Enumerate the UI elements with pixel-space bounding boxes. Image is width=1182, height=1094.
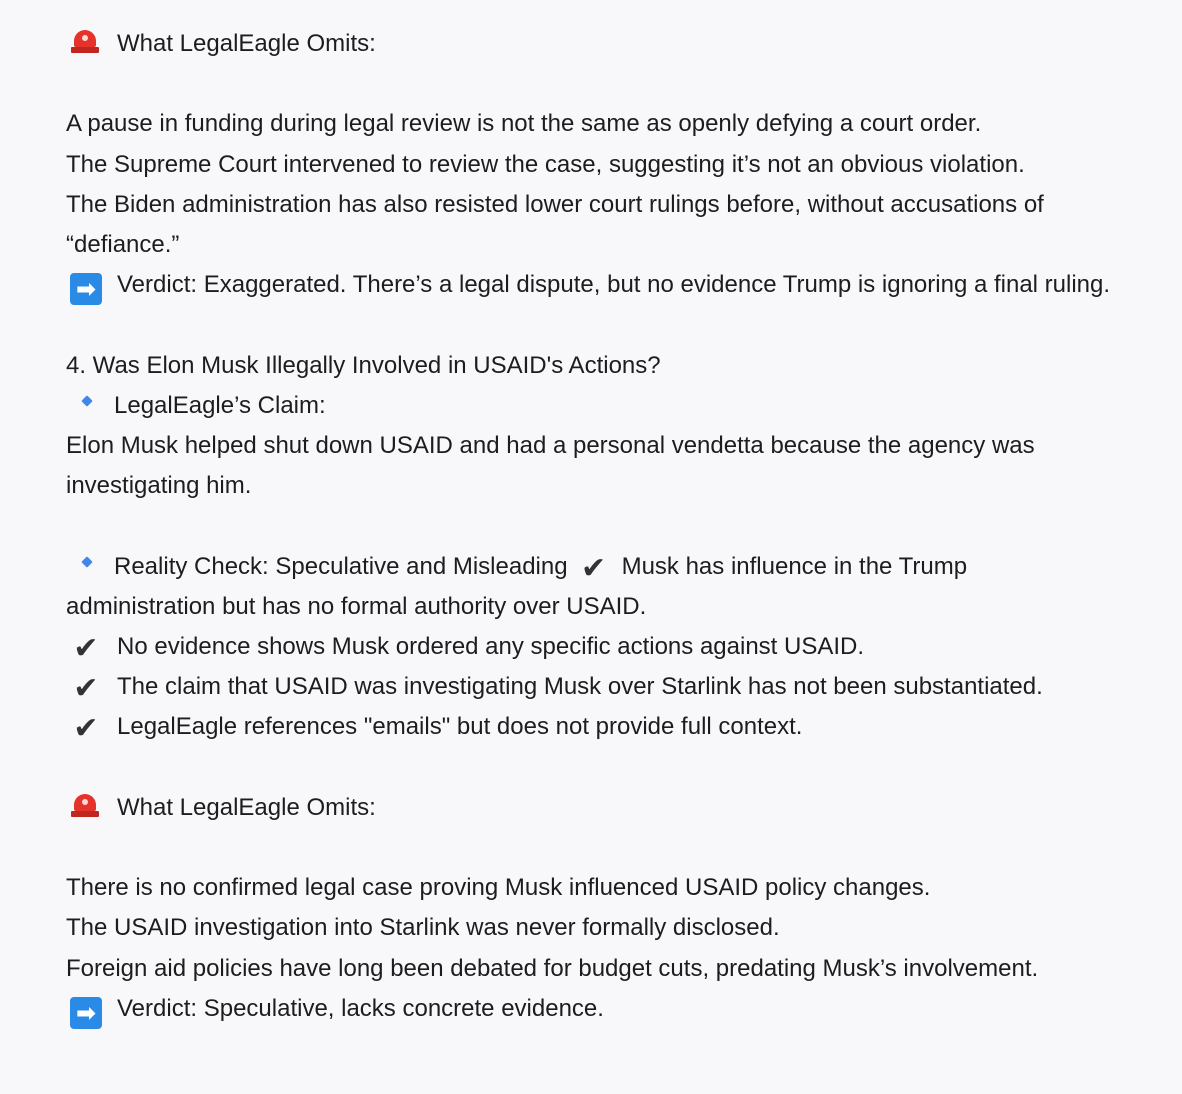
spacer (66, 748, 1142, 788)
claim-text: Elon Musk helped shut down USAID and had a personal vendetta because the agency was investigating him. (66, 432, 1035, 500)
omits-point: The USAID investigation into Starlink was never formally disclosed. (66, 914, 780, 942)
siren-icon (70, 24, 102, 56)
section-heading-4: 4. Was Elon Musk Illegally Involved in USAID's Actions? (66, 351, 661, 379)
omits-point: The Supreme Court intervened to review the case, suggesting it’s not an obvious violation. (66, 150, 1025, 178)
check-mark-icon: ✔ (581, 550, 607, 586)
claim-label: LegalEagle’s Claim: (66, 386, 1142, 426)
spacer (66, 828, 1142, 868)
omits-point: Foreign aid policies have long been debated for budget cuts, predating Musk’s involvement. (66, 954, 1039, 982)
reality-point: ✔ LegalEagle references "emails" but does not provide full context. (66, 707, 1142, 747)
reality-point: ✔ No evidence shows Musk ordered any specific actions against USAID. (66, 627, 1142, 667)
verdict-line-1: ➡ Verdict: Exaggerated. There’s a legal dispute, but no evidence Trump is ignoring a final ruling. (66, 265, 1142, 305)
check-mark-icon: ✔ (73, 631, 99, 666)
check-mark-icon: ✔ (73, 711, 99, 747)
blue-diamond-icon (70, 547, 102, 579)
blue-diamond-icon (70, 386, 102, 418)
reality-check-line: Reality Check: Speculative and Misleading ✔ Musk has influence in the Trump (66, 547, 1142, 587)
right-arrow-icon: ➡ (70, 273, 102, 305)
reality-point: administration but has no formal authority over USAID. (66, 592, 647, 620)
omits-heading-1: What LegalEagle Omits: (66, 24, 1142, 64)
spacer (66, 305, 1142, 345)
check-mark-icon: ✔ (73, 671, 99, 707)
verdict-line-2: ➡ Verdict: Speculative, lacks concrete evidence. (66, 989, 1142, 1029)
right-arrow-icon: ➡ (70, 997, 102, 1029)
reality-point: ✔ The claim that USAID was investigating Musk over Starlink has not been substantiated. (66, 667, 1142, 707)
omits-point: There is no confirmed legal case proving Musk influenced USAID policy changes. (66, 874, 931, 902)
omits-heading-2: What LegalEagle Omits: (66, 788, 1142, 828)
spacer (66, 64, 1142, 104)
spacer (66, 506, 1142, 546)
omits-point: A pause in funding during legal review is not the same as openly defying a court order. (66, 110, 982, 138)
omits-point: The Biden administration has also resisted lower court rulings before, without accusations of “defiance.” (66, 190, 1044, 258)
siren-icon (70, 788, 102, 820)
